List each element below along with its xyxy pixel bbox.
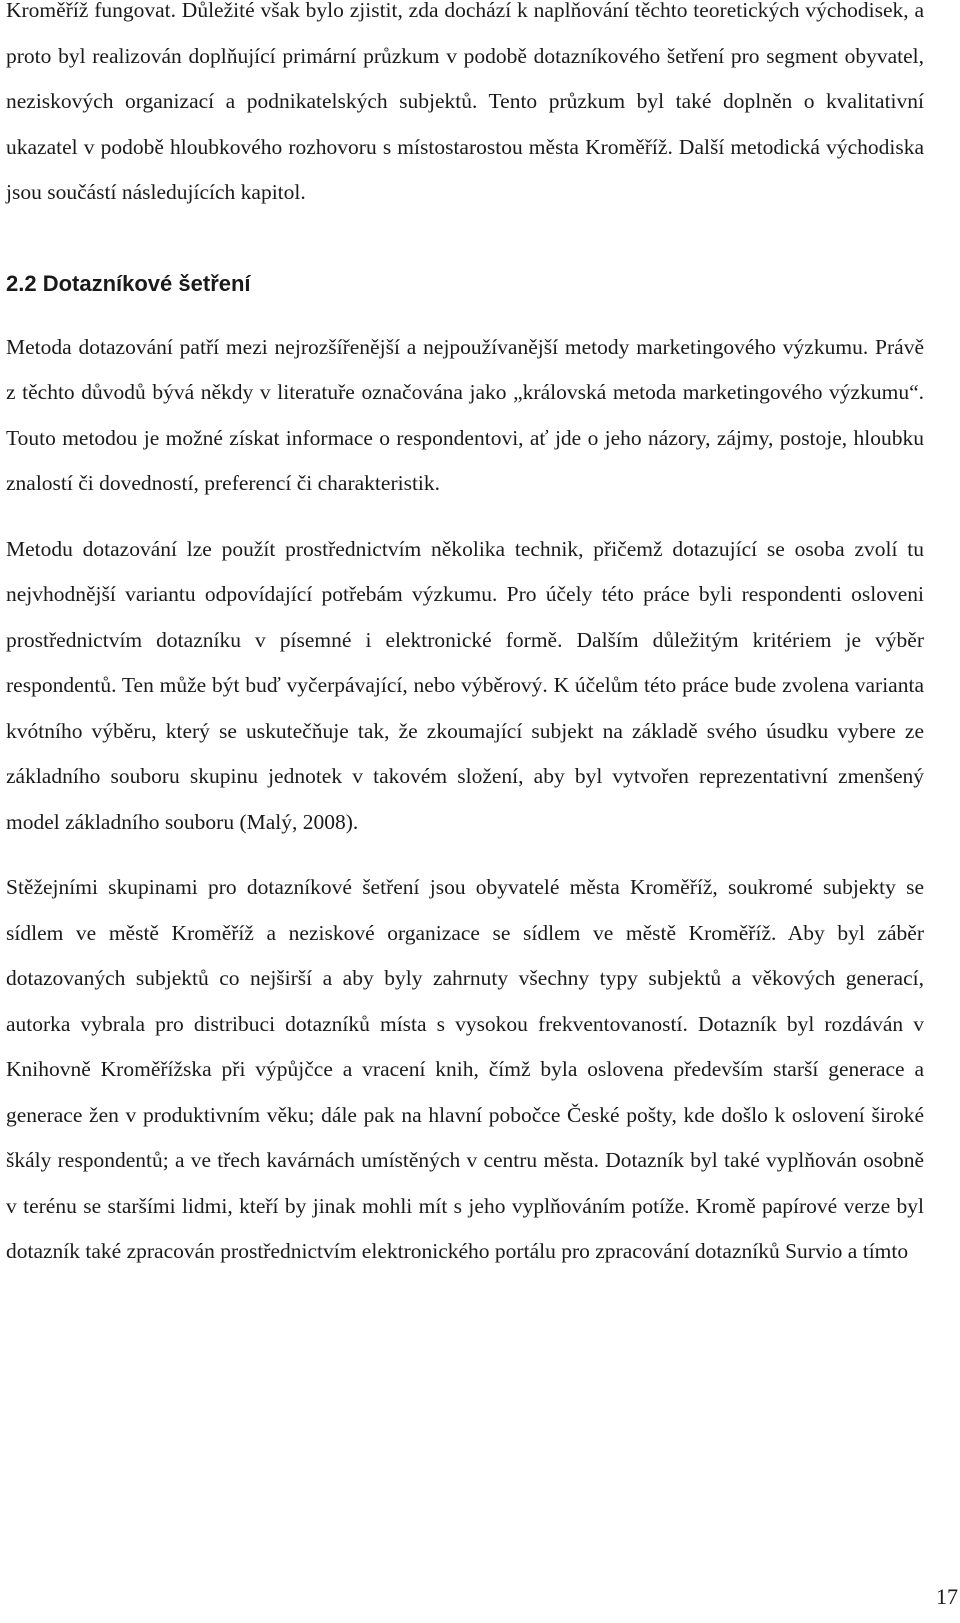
page-number: 17 — [936, 1584, 958, 1609]
paragraph-groups: Stěžejními skupinami pro dotazníkové šetření jsou obyvatelé města Kroměříž, soukromé subjekty se sídlem ve městě Kroměříž a neziskové organizace se sídlem ve městě Kroměříž. Aby byl záběr dotazovaných subjektů co nejširší a aby byly zahrnuty všechny typy subjektů a věkových generací, autorka vybrala pro distribuci dotazníků místa s vysokou frekventovaností. Dotazník byl rozdáván v Knihovně Kroměřížska při výpůjčce a vracení knih, čímž byla oslovena především starší generace a generace žen v produktivním věku; dále pak na hlavní pobočce České pošty, kde došlo k oslovení široké škály respondentů; a ve třech kavárnách umístěných v centru města. Dotazník byl také vyplňován osobně v terénu se staršími lidmi, kteří by jinak mohli mít s jeho vyplňováním potíže. Kromě papírové verze byl dotazník také zpracován prostřednictvím elektronického portálu pro zpracování dotazníků Survio a tímto — [6, 875, 924, 1263]
document-page — [6, 0, 924, 1275]
paragraph-method: Metoda dotazování patří mezi nejrozšířenější a nejpoužívanější metody marketingového výzkumu. Právě z těchto důvodů bývá někdy v literatuře označována jako „královská metoda marketingového výzkumu“. Touto metodou je možné získat informace o respondentovi, ať jde o jeho názory, zájmy, postoje, hloubku znalostí či dovedností, preferencí či charakteristik. — [6, 334, 924, 495]
paragraph-intro: Kroměříž fungovat. Důležité však bylo zjistit, zda dochází k naplňování těchto teoretických východisek, a proto byl realizován doplňující primární průzkum v podobě dotazníkového šetření pro segment obyvatel, neziskových organizací a podnikatelských subjektů. Tento průzkum byl také doplněn o kvalitativní ukazatel v podobě hloubkového rozhovoru s místostarostou města Kroměříž. Další metodická východiska jsou součástí následujících kapitol. — [6, 0, 924, 204]
paragraph-techniques: Metodu dotazování lze použít prostřednictvím několika technik, přičemž dotazující se osoba zvolí tu nejvhodnější variantu odpovídající potřebám výzkumu. Pro účely této práce byli respondenti osloveni prostřednictvím dotazníku v písemné i elektronické formě. Dalším důležitým kritériem je výběr respondentů. Ten může být buď vyčerpávající, nebo výběrový. K účelům této práce bude zvolena varianta kvótního výběru, který se uskutečňuje tak, že zkoumající subjekt na základě svého úsudku vybere ze základního souboru skupinu jednotek v takovém složení, aby byl vytvořen reprezentativní zmenšený model základního souboru (Malý, 2008). — [6, 536, 924, 834]
section-heading: 2.2 Dotazníkové šetření — [6, 270, 251, 296]
